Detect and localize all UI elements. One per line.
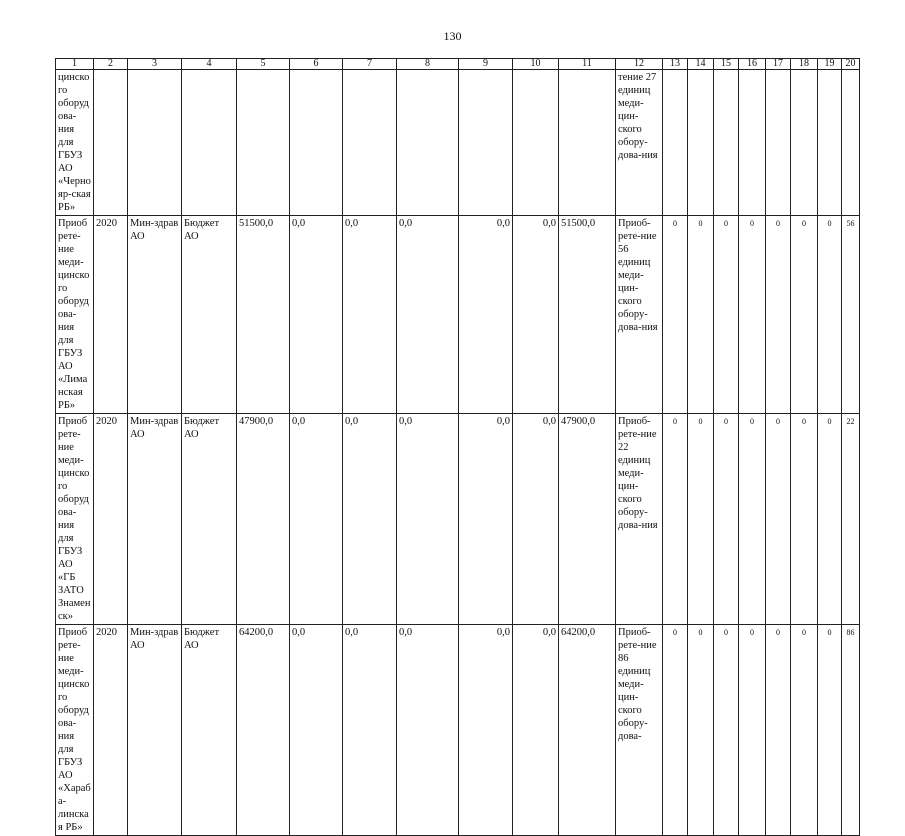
cell-value: 0,0	[397, 216, 459, 414]
cell-indicator	[818, 70, 842, 216]
cell-value: 47900,0	[237, 414, 290, 625]
cell-executor: Мин-здрав АО	[128, 414, 182, 625]
page-number: 130	[443, 29, 462, 43]
column-header: 5	[237, 59, 290, 70]
cell-indicator: 0	[663, 216, 688, 414]
cell-value: 0,0	[459, 216, 513, 414]
cell-indicator	[688, 70, 714, 216]
column-header: 19	[818, 59, 842, 70]
cell-value	[290, 70, 343, 216]
cell-indicator: 0	[791, 414, 818, 625]
cell-result: Приоб-рете-ние 22 единиц меди-цин-ского обору-дова-ния	[616, 414, 663, 625]
column-header: 3	[128, 59, 182, 70]
cell-value	[559, 70, 616, 216]
cell-source	[182, 70, 237, 216]
cell-indicator: 0	[766, 216, 791, 414]
cell-value: 0,0	[397, 625, 459, 836]
cell-year: 2020	[94, 216, 128, 414]
cell-result: Приоб-рете-ние 56 единиц меди-цин-ского обору-дова-ния	[616, 216, 663, 414]
cell-value: 0,0	[513, 414, 559, 625]
cell-source: Бюджет АО	[182, 625, 237, 836]
cell-indicator: 0	[688, 625, 714, 836]
cell-value: 0,0	[343, 216, 397, 414]
column-header: 9	[459, 59, 513, 70]
column-header: 20	[842, 59, 860, 70]
column-header: 17	[766, 59, 791, 70]
cell-result: тение 27 единиц меди-цин-ского обору-дова-ния	[616, 70, 663, 216]
column-header: 18	[791, 59, 818, 70]
table-row	[56, 216, 860, 414]
cell-value: 0,0	[513, 625, 559, 836]
cell-value	[513, 70, 559, 216]
cell-indicator: 0	[714, 625, 739, 836]
cell-value: 51500,0	[559, 216, 616, 414]
column-header: 11	[559, 59, 616, 70]
cell-indicator: 0	[766, 625, 791, 836]
cell-source: Бюджет АО	[182, 414, 237, 625]
column-header: 2	[94, 59, 128, 70]
cell-year: 2020	[94, 414, 128, 625]
column-header: 14	[688, 59, 714, 70]
column-header: 13	[663, 59, 688, 70]
cell-value	[343, 70, 397, 216]
cell-value: 47900,0	[559, 414, 616, 625]
cell-source: Бюджет АО	[182, 216, 237, 414]
cell-indicator	[714, 70, 739, 216]
cell-indicator: 0	[739, 216, 766, 414]
column-number-row	[56, 59, 860, 70]
cell-indicator: 0	[714, 216, 739, 414]
cell-value: 64200,0	[237, 625, 290, 836]
cell-indicator: 56	[842, 216, 860, 414]
column-header: 1	[56, 59, 94, 70]
cell-indicator	[739, 70, 766, 216]
cell-indicator: 0	[739, 625, 766, 836]
cell-indicator: 0	[739, 414, 766, 625]
cell-value: 0,0	[290, 625, 343, 836]
cell-executor: Мин-здрав АО	[128, 625, 182, 836]
cell-result: Приоб-рете-ние 86 единиц меди-цин-ского обору-дова-	[616, 625, 663, 836]
cell-value: 64200,0	[559, 625, 616, 836]
cell-value: 0,0	[397, 414, 459, 625]
cell-indicator: 0	[818, 414, 842, 625]
cell-year	[94, 70, 128, 216]
cell-value: 0,0	[290, 216, 343, 414]
cell-value: 0,0	[343, 625, 397, 836]
cell-activity: Приобрете-ние меди-цинского оборудова-ния для ГБУЗ АО «Лиманская РБ»	[56, 216, 94, 414]
table-row	[56, 414, 860, 625]
cell-year: 2020	[94, 625, 128, 836]
table-row	[56, 625, 860, 836]
cell-indicator: 0	[663, 625, 688, 836]
cell-activity: Приобрете-ние меди-цинского оборудова-ния для ГБУЗ АО «Хараба-линская РБ»	[56, 625, 94, 836]
cell-indicator: 0	[766, 414, 791, 625]
cell-indicator	[842, 70, 860, 216]
cell-indicator	[791, 70, 818, 216]
cell-indicator: 0	[714, 414, 739, 625]
column-header: 7	[343, 59, 397, 70]
cell-executor: Мин-здрав АО	[128, 216, 182, 414]
column-header: 15	[714, 59, 739, 70]
cell-value: 0,0	[459, 625, 513, 836]
cell-activity: Приобрете-ние меди-цинского оборудова-ния для ГБУЗ АО «ГБ ЗАТО Знаменск»	[56, 414, 94, 625]
cell-indicator: 86	[842, 625, 860, 836]
column-header: 4	[182, 59, 237, 70]
column-header: 10	[513, 59, 559, 70]
cell-value	[397, 70, 459, 216]
cell-executor	[128, 70, 182, 216]
column-header: 6	[290, 59, 343, 70]
cell-value: 0,0	[343, 414, 397, 625]
cell-indicator: 0	[791, 625, 818, 836]
column-header: 12	[616, 59, 663, 70]
cell-indicator	[663, 70, 688, 216]
cell-indicator: 0	[688, 216, 714, 414]
cell-value: 0,0	[459, 414, 513, 625]
cell-indicator	[766, 70, 791, 216]
cell-indicator: 22	[842, 414, 860, 625]
cell-value	[237, 70, 290, 216]
cell-indicator: 0	[791, 216, 818, 414]
cell-value: 0,0	[513, 216, 559, 414]
column-header: 16	[739, 59, 766, 70]
cell-value: 51500,0	[237, 216, 290, 414]
cell-value	[459, 70, 513, 216]
cell-indicator: 0	[818, 216, 842, 414]
budget-table	[55, 58, 860, 836]
cell-value: 0,0	[290, 414, 343, 625]
cell-indicator: 0	[688, 414, 714, 625]
column-header: 8	[397, 59, 459, 70]
cell-indicator: 0	[663, 414, 688, 625]
cell-indicator: 0	[818, 625, 842, 836]
table-row	[56, 70, 860, 216]
cell-activity: цинского оборудова-ния для ГБУЗ АО «Чернояр-ская РБ»	[56, 70, 94, 216]
